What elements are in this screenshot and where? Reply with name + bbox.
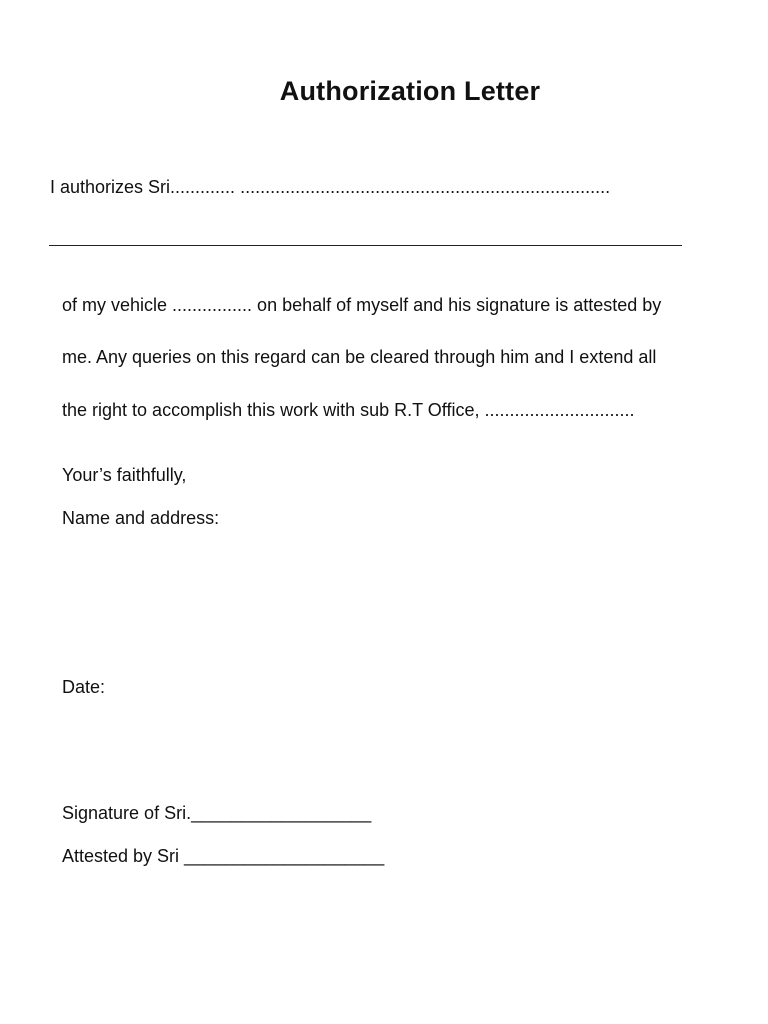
blank-fill-line [49,245,682,246]
date-label: Date: [62,677,106,697]
letter-title: Authorization Letter [279,76,541,106]
body-line-1: of my vehicle ................ on behalf of myself and his signature is attested by [62,295,662,315]
signature-line: Signature of Sri.__________________ [62,803,372,823]
body-line-3: the right to accomplish this work with sub R.T Office, .............................. [62,400,635,420]
attested-by-line: Attested by Sri ____________________ [62,846,385,866]
closing-salutation: Your’s faithfully, [62,465,187,485]
name-address-label: Name and address: [62,508,220,528]
authorizes-line: I authorizes Sri............. .......................................................................... [50,177,611,197]
body-line-2: me. Any queries on this regard can be cleared through him and I extend all [62,347,657,367]
